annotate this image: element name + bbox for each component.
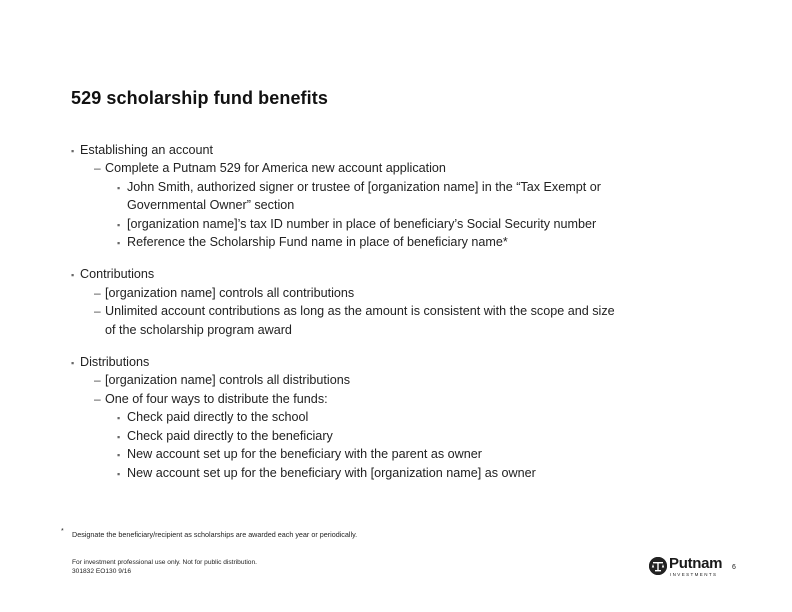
contributions-sub2-line2: of the scholarship program award [105,323,292,337]
slide-title: 529 scholarship fund benefits [71,88,328,108]
bullet: ▪ [117,183,121,193]
establishing-sub1: Complete a Putnam 529 for America new account application [105,161,446,175]
heading-contributions: Contributions [80,267,155,281]
contributions-sub2-line1: Unlimited account contributions as long as the amount is consistent with the scope and size [105,304,615,318]
distributions-sub1: [organization name] controls all distributions [105,373,351,387]
disclaimer-line1: For investment professional use only. Not for public distribution. [72,559,257,566]
distributions-sub2: One of four ways to distribute the funds: [105,392,328,406]
establishing-item3: Reference the Scholarship Fund name in place of beneficiary name* [127,235,508,249]
footnote-marker: * [61,528,64,535]
bullet: ▪ [117,432,121,442]
bullet: ▪ [117,220,121,230]
heading-distributions: Distributions [80,355,150,369]
bullet: ▪ [117,238,121,248]
putnam-logo [649,557,724,579]
dash: – [94,161,101,175]
distributions-item4: New account set up for the beneficiary with [organization name] as owner [127,466,536,480]
bullet: ▪ [71,146,75,156]
page-number: 6 [732,564,736,571]
dash: – [94,286,101,300]
dash: – [94,304,101,318]
disclaimer-line2: 301832 EO130 9/16 [72,568,132,575]
distributions-item2: Check paid directly to the beneficiary [127,429,333,443]
bullet: ▪ [117,469,121,479]
dash: – [94,373,101,387]
logo-wordmark: Putnam [669,555,723,572]
contributions-sub1: [organization name] controls all contributions [105,286,355,300]
establishing-item1-line1: John Smith, authorized signer or trustee of [organization name] in the “Tax Exempt or [127,180,601,194]
distributions-item3: New account set up for the beneficiary with the parent as owner [127,447,482,461]
bullet: ▪ [117,450,121,460]
dash: – [94,392,101,406]
footnote: Designate the beneficiary/recipient as scholarships are awarded each year or periodically. [72,530,358,539]
bullet: ▪ [71,358,75,368]
establishing-item1-line2: Governmental Owner” section [127,198,295,212]
logo-subtitle: INVESTMENTS [670,572,718,577]
disclaimer [72,558,257,576]
establishing-item2: [organization name]’s tax ID number in place of beneficiary’s Social Security number [127,217,597,231]
distributions-item1: Check paid directly to the school [127,410,309,424]
putnam-emblem-icon [649,557,667,575]
heading-establishing: Establishing an account [80,143,214,157]
bullet: ▪ [71,270,75,280]
bullet: ▪ [117,413,121,423]
